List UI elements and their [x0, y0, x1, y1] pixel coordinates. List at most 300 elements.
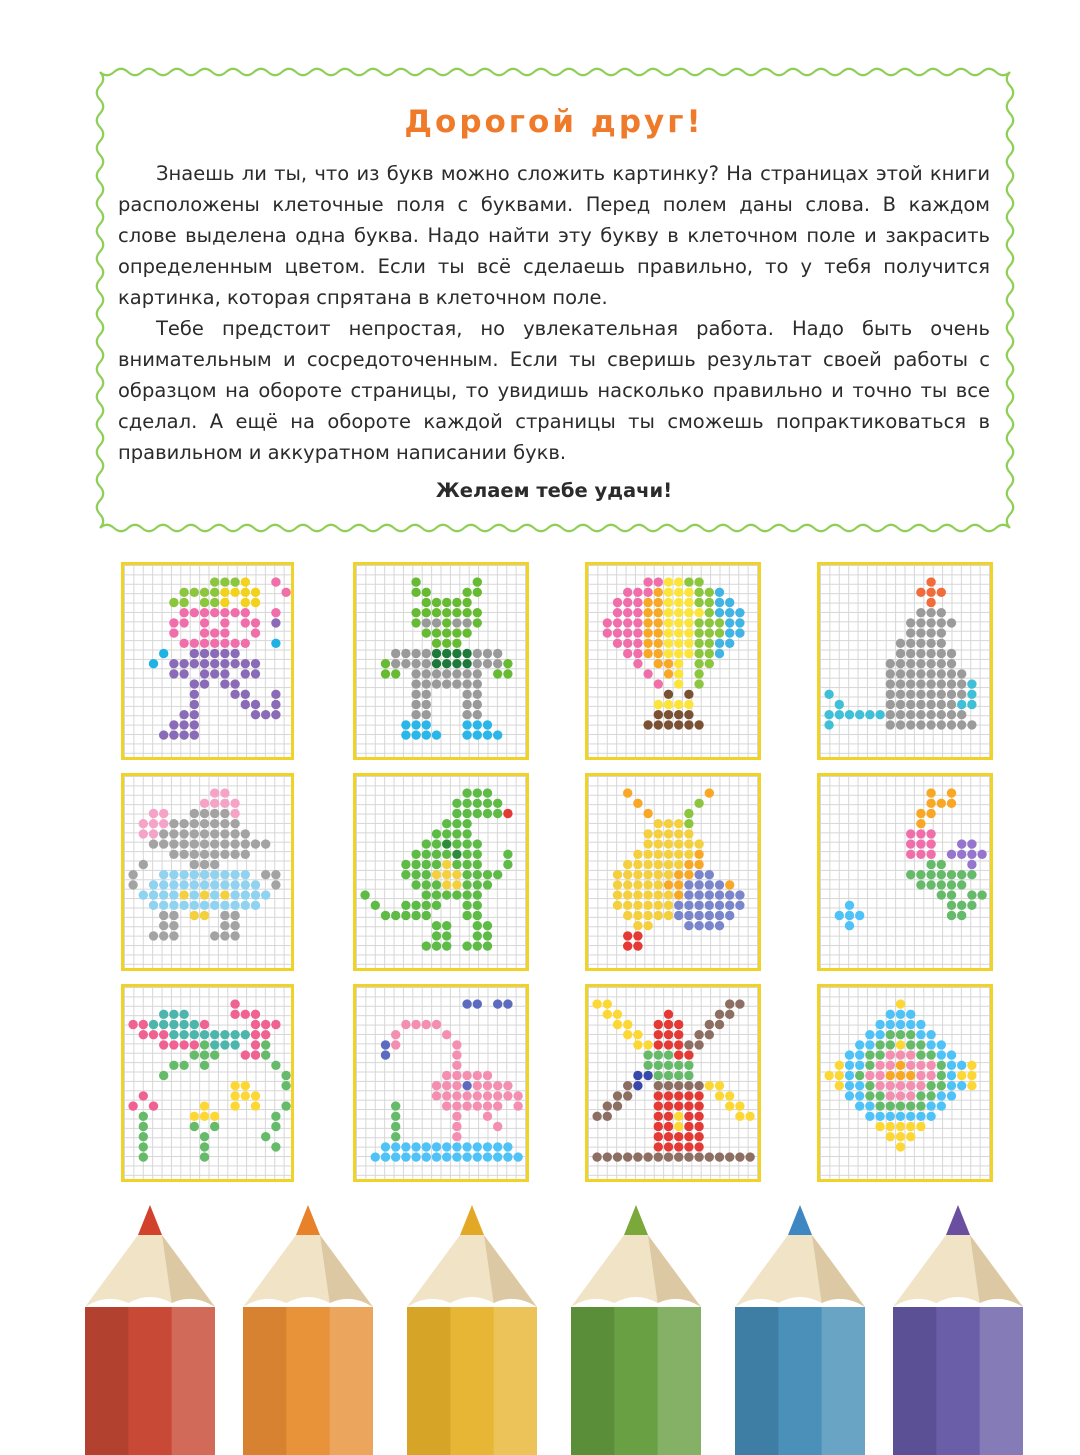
pixel-dot	[674, 880, 683, 889]
pixel-dot	[210, 639, 219, 648]
pixel-dot	[694, 1040, 703, 1049]
pixel-dot	[473, 809, 482, 818]
pixel-dot	[664, 829, 673, 838]
pixel-dot	[664, 1050, 673, 1059]
pixel-dot	[906, 1091, 915, 1100]
pixel-dot	[210, 901, 219, 910]
pixel-dot	[483, 1152, 492, 1161]
pixel-dot	[633, 1030, 642, 1039]
pixel-dot	[432, 880, 441, 889]
pixel-dot	[592, 1152, 601, 1161]
pixel-dot	[462, 659, 471, 668]
pixel-dot	[916, 1122, 925, 1131]
pixel-dot	[875, 1091, 884, 1100]
pixel-dot	[664, 700, 673, 709]
pixel-dot	[623, 598, 632, 607]
pixel-dot	[643, 911, 652, 920]
pixel-dot	[926, 659, 935, 668]
picture-tile-alien	[353, 562, 529, 760]
pixel-dot	[251, 700, 260, 709]
pixel-dot	[705, 921, 714, 930]
pixel-dot	[684, 880, 693, 889]
pixel-dot	[957, 669, 966, 678]
pixel-dot	[271, 690, 280, 699]
pixel-dot	[210, 1030, 219, 1039]
pixel-dot	[824, 710, 833, 719]
pixel-dot	[684, 901, 693, 910]
pixel-dot	[462, 720, 471, 729]
pixel-dot	[916, 1020, 925, 1029]
balloon-picture	[588, 565, 758, 760]
pixel-dot	[442, 1142, 451, 1151]
pixel-dot	[674, 1091, 683, 1100]
pixel-dot	[592, 1112, 601, 1121]
pixel-dot	[251, 1040, 260, 1049]
pixel-dot	[139, 1142, 148, 1151]
pixel-dot	[169, 850, 178, 859]
pixel-dot	[432, 829, 441, 838]
pixel-dot	[623, 1152, 632, 1161]
pixel-dot	[916, 618, 925, 627]
pixel-dot	[442, 860, 451, 869]
pixel-dot	[462, 1101, 471, 1110]
pixel-dot	[261, 870, 270, 879]
pixel-dot	[210, 659, 219, 668]
pixel-dot	[411, 679, 420, 688]
pixel-dot	[694, 639, 703, 648]
pixel-dot	[715, 618, 724, 627]
pixel-dot	[432, 649, 441, 658]
pixel-dot	[916, 659, 925, 668]
pixel-dot	[251, 628, 260, 637]
pixel-dot	[906, 1061, 915, 1070]
pixel-dot	[684, 1061, 693, 1070]
pixel-dot	[674, 1071, 683, 1080]
pixel-dot	[411, 870, 420, 879]
pixel-dot	[422, 880, 431, 889]
pixel-dot	[200, 901, 209, 910]
pixel-dot	[190, 679, 199, 688]
pixel-dot	[169, 1040, 178, 1049]
pixel-dot	[230, 870, 239, 879]
pixel-dot	[643, 850, 652, 859]
pixel-dot	[230, 1101, 239, 1110]
pixel-dot	[493, 1101, 502, 1110]
flamingo-picture	[356, 987, 526, 1182]
pixel-dot	[674, 1112, 683, 1121]
pixel-dot	[241, 577, 250, 586]
pixel-dot	[906, 1122, 915, 1131]
picture-tile-pear	[585, 773, 761, 971]
pixel-dot	[503, 1091, 512, 1100]
pixel-dot	[937, 639, 946, 648]
pixel-dot	[179, 608, 188, 617]
pixel-dot	[371, 901, 380, 910]
pixel-dot	[674, 901, 683, 910]
pixel-dot	[967, 890, 976, 899]
pixel-dot	[865, 1061, 874, 1070]
pixel-dot	[947, 901, 956, 910]
pixel-dot	[401, 901, 410, 910]
pixel-dot	[422, 730, 431, 739]
pixel-dot	[200, 639, 209, 648]
pixel-dot	[190, 819, 199, 828]
pixel-dot	[462, 799, 471, 808]
pixel-dot	[886, 700, 895, 709]
pixel-dot	[462, 870, 471, 879]
pixel-dot	[865, 1040, 874, 1049]
pixel-dot	[381, 1040, 390, 1049]
pixel-dot	[643, 628, 652, 637]
pixel-dot	[855, 1081, 864, 1090]
pixel-dot	[633, 649, 642, 658]
pixel-dot	[190, 588, 199, 597]
pixel-dot	[865, 1091, 874, 1100]
pixel-dot	[654, 1122, 663, 1131]
pixel-dot	[452, 618, 461, 627]
pixel-dot	[452, 1132, 461, 1141]
pixel-dot	[674, 608, 683, 617]
pixel-dot	[643, 901, 652, 910]
pixel-dot	[473, 1071, 482, 1080]
pixel-dot	[916, 1101, 925, 1110]
pixel-dot	[210, 788, 219, 797]
pixel-dot	[916, 1071, 925, 1080]
pixel-dot	[623, 1081, 632, 1090]
pixel-dot	[452, 1112, 461, 1121]
pixel-dot	[613, 639, 622, 648]
pixel-dot	[664, 1081, 673, 1090]
pixel-dot	[906, 659, 915, 668]
pixel-dot	[261, 1040, 270, 1049]
pixel-dot	[654, 598, 663, 607]
pixel-dot	[684, 588, 693, 597]
pixel-dot	[411, 700, 420, 709]
pixel-dot	[654, 577, 663, 586]
pixel-dot	[694, 1142, 703, 1151]
pixel-dot	[432, 1081, 441, 1090]
pixel-dot	[906, 839, 915, 848]
pixel-dot	[200, 1061, 209, 1070]
pixel-dot	[179, 850, 188, 859]
pixel-dot	[926, 1081, 935, 1090]
pixel-dot	[442, 1152, 451, 1161]
pixel-dot	[432, 1152, 441, 1161]
pixel-dot	[230, 911, 239, 920]
pixel-dot	[381, 659, 390, 668]
pixel-dot	[483, 880, 492, 889]
pixel-dot	[391, 1142, 400, 1151]
pixel-dot	[845, 1091, 854, 1100]
pixel-dot	[705, 1152, 714, 1161]
pixel-dot	[937, 669, 946, 678]
pixel-dot	[664, 819, 673, 828]
pixel-dot	[906, 1071, 915, 1080]
pixel-dot	[896, 1132, 905, 1141]
pixel-dot	[200, 880, 209, 889]
pixel-dot	[684, 860, 693, 869]
pixel-dot	[603, 1152, 612, 1161]
pixel-dot	[926, 1091, 935, 1100]
pixel-dot	[271, 1112, 280, 1121]
pixel-dot	[220, 588, 229, 597]
pixel-dot	[200, 679, 209, 688]
pixel-dot	[452, 850, 461, 859]
pixel-dot	[452, 860, 461, 869]
pixel-dot	[633, 911, 642, 920]
pixel-dot	[654, 1050, 663, 1059]
pixel-dot	[957, 839, 966, 848]
pixel-dot	[916, 628, 925, 637]
pixel-dot	[391, 1040, 400, 1049]
pixel-dot	[845, 1081, 854, 1090]
pixel-dot	[937, 1091, 946, 1100]
pixel-dot	[906, 1101, 915, 1110]
pixel-dot	[462, 618, 471, 627]
pixel-dot	[684, 700, 693, 709]
pixel-dot	[613, 618, 622, 627]
pixel-dot	[674, 1122, 683, 1131]
pixel-dot	[674, 839, 683, 848]
pixel-dot	[230, 901, 239, 910]
pixel-dot	[149, 1020, 158, 1029]
pixel-dot	[937, 1040, 946, 1049]
pixel-dot	[654, 1101, 663, 1110]
pixel-dot	[886, 720, 895, 729]
pixel-dot	[705, 618, 714, 627]
pixel-dot	[210, 850, 219, 859]
pixel-dot	[411, 911, 420, 920]
pixel-dot	[926, 690, 935, 699]
pixel-dot	[452, 829, 461, 838]
pixel-dot	[251, 1020, 260, 1029]
pixel-dot	[513, 1101, 522, 1110]
pixel-dot	[251, 598, 260, 607]
pixel-dot	[483, 730, 492, 739]
pixel-dot	[452, 1061, 461, 1070]
pixel-dot	[886, 679, 895, 688]
pixel-dot	[603, 1101, 612, 1110]
pixel-dot	[926, 860, 935, 869]
pixel-dot	[926, 829, 935, 838]
pixel-dot	[684, 1142, 693, 1151]
pixel-dot	[926, 720, 935, 729]
pixel-dot	[442, 1101, 451, 1110]
pixel-dot	[483, 931, 492, 940]
pixel-dot	[241, 1010, 250, 1019]
pixel-dot	[200, 1040, 209, 1049]
pixel-dot	[906, 1040, 915, 1049]
pixel-dot	[200, 598, 209, 607]
pixel-dot	[623, 788, 632, 797]
pixel-dot	[149, 901, 158, 910]
pixel-dot	[886, 1071, 895, 1080]
pixel-dot	[967, 1081, 976, 1090]
pixel-dot	[664, 1142, 673, 1151]
pixel-dot	[210, 1050, 219, 1059]
pixel-dot	[210, 809, 219, 818]
pixel-dot	[674, 911, 683, 920]
pixel-dot	[220, 870, 229, 879]
pixel-dot	[674, 1081, 683, 1090]
pixel-dot	[179, 618, 188, 627]
pixel-dot	[483, 1142, 492, 1151]
pixel-dot	[210, 890, 219, 899]
pixel-dot	[674, 588, 683, 597]
pixel-dot	[473, 901, 482, 910]
pixel-dot	[190, 1112, 199, 1121]
pixel-dot	[411, 690, 420, 699]
pixel-dot	[381, 669, 390, 678]
pixel-dot	[623, 1020, 632, 1029]
pixel-dot	[725, 901, 734, 910]
pixel-dot	[251, 880, 260, 889]
picture-tile-hummingbird	[121, 984, 294, 1182]
pixel-dot	[937, 679, 946, 688]
pixel-dot	[220, 880, 229, 889]
pixel-dot	[916, 588, 925, 597]
pixel-dot	[432, 850, 441, 859]
pixel-dot	[462, 839, 471, 848]
pixel-dot	[623, 941, 632, 950]
pixel-dot	[654, 720, 663, 729]
pixel-dot	[190, 1020, 199, 1029]
pixel-dot	[422, 618, 431, 627]
pixel-dot	[483, 809, 492, 818]
pixel-dot	[835, 1081, 844, 1090]
pixel-dot	[462, 608, 471, 617]
pixel-dot	[684, 911, 693, 920]
pixel-dot	[694, 880, 703, 889]
pixel-dot	[977, 890, 986, 899]
pixel-dot	[452, 1152, 461, 1161]
pixel-dot	[654, 1071, 663, 1080]
pixel-dot	[694, 628, 703, 637]
pixel-dot	[169, 839, 178, 848]
pixel-dot	[886, 1040, 895, 1049]
pixel-dot	[705, 659, 714, 668]
pixel-dot	[230, 679, 239, 688]
pixel-dot	[220, 819, 229, 828]
pixel-dot	[926, 679, 935, 688]
pixel-dot	[937, 659, 946, 668]
pixel-dot	[251, 839, 260, 848]
pixel-dot	[190, 850, 199, 859]
pixel-dot	[149, 1101, 158, 1110]
pixel-dot	[220, 679, 229, 688]
pixel-dot	[179, 588, 188, 597]
pixel-dot	[401, 860, 410, 869]
pixel-dot	[664, 1112, 673, 1121]
pixel-dot	[937, 1071, 946, 1080]
pixel-dot	[684, 1071, 693, 1080]
pixel-dot	[462, 690, 471, 699]
pixel-dot	[643, 720, 652, 729]
pixel-dot	[462, 788, 471, 797]
pixel-dot	[190, 890, 199, 899]
pixel-dot	[865, 1112, 874, 1121]
pixel-dot	[473, 577, 482, 586]
pixel-dot	[684, 809, 693, 818]
pixel-dot	[230, 1010, 239, 1019]
pixel-dot	[896, 999, 905, 1008]
pixel-dot	[210, 598, 219, 607]
pixel-dot	[947, 799, 956, 808]
pixel-dot	[633, 628, 642, 637]
pixel-dot	[886, 1112, 895, 1121]
pixel-dot	[906, 1081, 915, 1090]
pixel-dot	[715, 921, 724, 930]
pixel-dot	[452, 890, 461, 899]
pixel-dot	[875, 1061, 884, 1070]
pixel-dot	[694, 911, 703, 920]
pixel-dot	[159, 839, 168, 848]
pixel-dot	[926, 1071, 935, 1080]
pixel-dot	[411, 669, 420, 678]
pixel-dot	[271, 618, 280, 627]
pixel-dot	[473, 860, 482, 869]
pixel-dot	[241, 588, 250, 597]
pixel-dot	[190, 809, 199, 818]
pixel-dot	[643, 890, 652, 899]
pixel-dot	[200, 860, 209, 869]
pixel-dot	[462, 901, 471, 910]
pixel-dot	[664, 880, 673, 889]
pixel-dot	[139, 1152, 148, 1161]
pixel-dot	[432, 901, 441, 910]
pixel-dot	[473, 788, 482, 797]
pixel-dot	[241, 618, 250, 627]
pixel-dot	[251, 659, 260, 668]
pixel-dot	[442, 1091, 451, 1100]
pixel-dot	[926, 870, 935, 879]
pixel-dot	[210, 669, 219, 678]
pixel-dot	[411, 880, 420, 889]
pixel-dot	[422, 901, 431, 910]
pixel-dot	[694, 649, 703, 658]
pixel-dot	[633, 870, 642, 879]
pixel-dot	[241, 1050, 250, 1059]
picture-tile-mouse	[121, 773, 294, 971]
pixel-dot	[643, 639, 652, 648]
pixel-dot	[483, 659, 492, 668]
pixel-dot	[230, 809, 239, 818]
pixel-dot	[613, 1010, 622, 1019]
pixel-dot	[230, 1091, 239, 1100]
pixel-dot	[442, 1071, 451, 1080]
pixel-dot	[190, 1030, 199, 1039]
pixel-dot	[241, 690, 250, 699]
pixel-dot	[241, 901, 250, 910]
pixel-dot	[391, 911, 400, 920]
pixel-dot	[715, 588, 724, 597]
pixel-dot	[473, 618, 482, 627]
pixel-dot	[411, 710, 420, 719]
pixel-dot	[230, 577, 239, 586]
pixel-dot	[937, 710, 946, 719]
pixel-dot	[210, 1040, 219, 1049]
pixel-dot	[483, 1112, 492, 1121]
pixel-dot	[422, 911, 431, 920]
pixel-dot	[220, 639, 229, 648]
pixel-dot	[926, 669, 935, 678]
pixel-dot	[715, 1081, 724, 1090]
pixel-dot	[735, 890, 744, 899]
pixel-dot	[886, 659, 895, 668]
pixel-dot	[735, 999, 744, 1008]
pixel-dot	[623, 911, 632, 920]
pixel-dot	[503, 659, 512, 668]
